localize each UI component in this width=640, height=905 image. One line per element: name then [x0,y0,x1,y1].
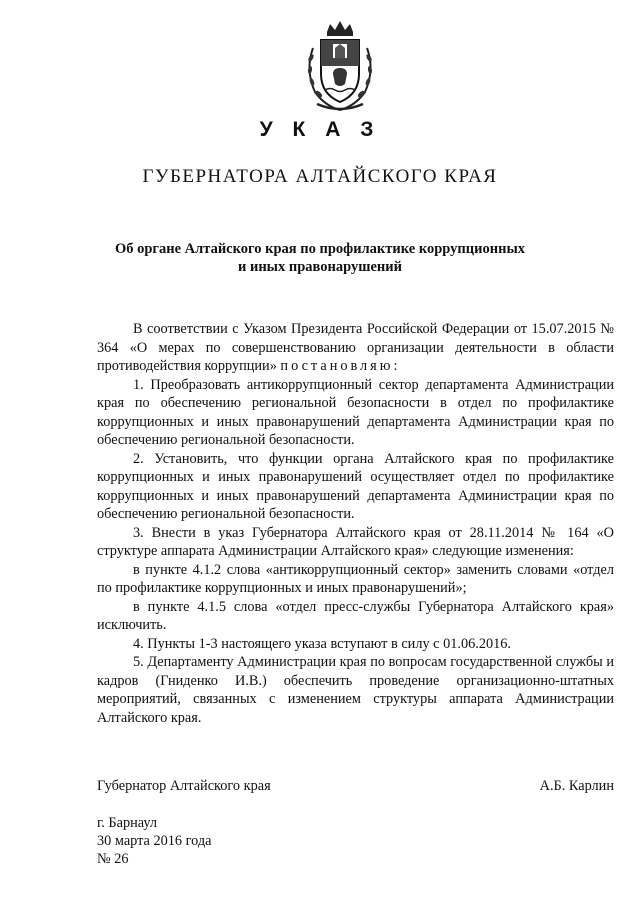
clause-5: 5. Департаменту Администрации края по вопросам государственной службы и кадров (Гниденко И.В.) обеспечить проведение организационно-штатных мероприятий, связанных с изменением структуры аппарата Администрации Алтайского края. [97,654,614,726]
issue-city: г. Барнаул [97,815,158,831]
preamble-paragraph [97,320,614,376]
document-footer [97,814,212,868]
clause-4: 4. Пункты 1-3 настоящего указа вступают в силу с 01.06.2016. [133,635,512,652]
issuing-authority: ГУБЕРНАТОРА АЛТАЙСКОГО КРАЯ [142,166,498,187]
document-type-title: У К А З [259,118,381,141]
document-body [97,320,614,727]
signatory-name: А.Б. Карлин [539,778,614,794]
preamble-text: В соответствии с Указом Президента Российской Федерации от 15.07.2015 № 364 «О мерах по совершенствованию организации деятельности в области противодействия коррупции» [97,321,614,374]
signature-block [97,778,614,795]
document-subject [100,240,540,276]
clause-3-item-a: в пункте 4.1.2 слова «антикоррупционный сектор» заменить словами «отдел по профилактике коррупционных и иных правонарушений»; [97,561,614,596]
clause-3-item-b: в пункте 4.1.5 слова «отдел пресс-службы Губернатора Алтайского края» исключить. [97,598,614,633]
clause-1: 1. Преобразовать антикоррупционный сектор департамента Администрации края по обеспечению региональной безопасности в отдел по профилактике коррупционных и иных правонарушений департамента Администрации края по обеспечению региональной безопасности. [97,376,614,448]
signatory-position: Губернатор Алтайского края [97,778,271,794]
issue-date: 30 марта 2016 года [97,833,212,849]
document-number: № 26 [97,851,129,867]
decree-word: постановляю: [280,358,401,374]
subject-line-1: Об органе Алтайского края по профилактике коррупционных [114,241,526,257]
clause-2: 2. Установить, что функции органа Алтайского края по профилактике коррупционных и иных правонарушений осуществляет отдел по профилактике коррупционных и иных правонарушений департамента Администрации края по обеспечению региональной безопасности. [97,450,614,522]
subject-line-2: и иных правонарушений [237,259,402,275]
coat-of-arms-icon [297,18,383,114]
clause-3: 3. Внести в указ Губернатора Алтайского края от 28.11.2014 № 164 «О структуре аппарата Администрации Алтайского края» следующие изменения: [97,524,614,559]
